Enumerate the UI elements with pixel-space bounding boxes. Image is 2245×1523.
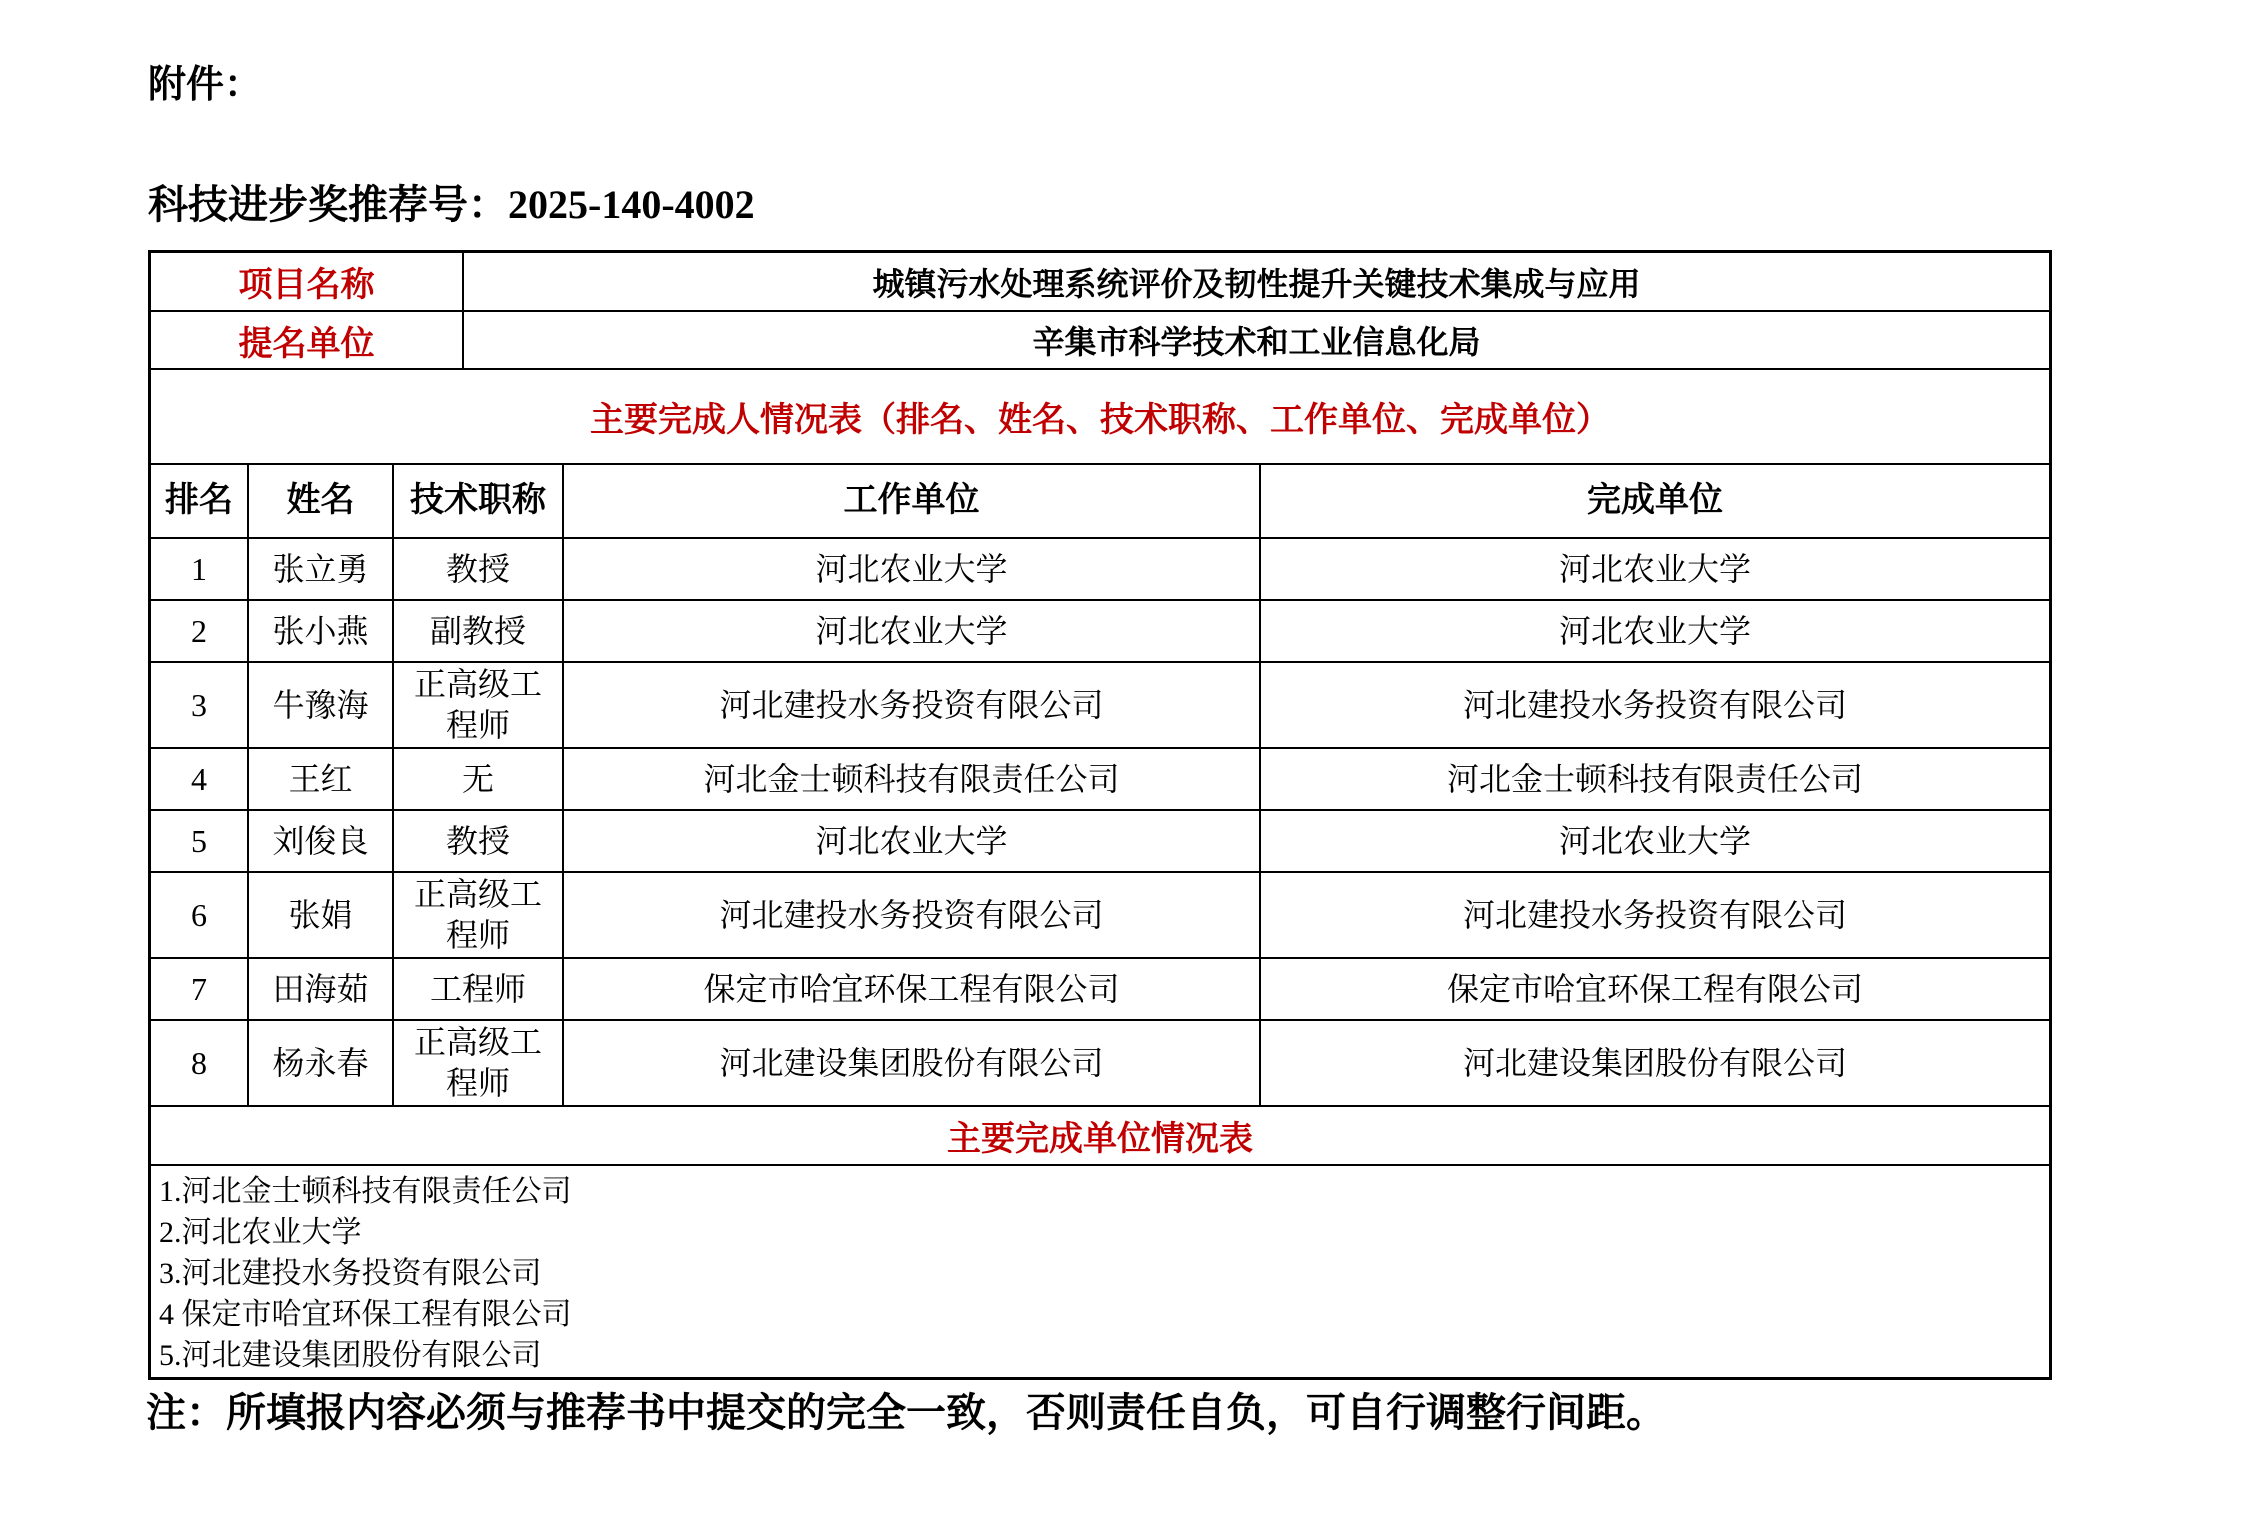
cell-rank: 3 (151, 663, 249, 747)
cell-rank: 4 (151, 749, 249, 809)
cell-work-unit: 河北农业大学 (564, 601, 1261, 661)
cell-work-unit: 河北建设集团股份有限公司 (564, 1021, 1261, 1105)
cell-rank: 7 (151, 959, 249, 1019)
table-row (151, 959, 2049, 1021)
cell-name: 张立勇 (249, 539, 394, 599)
cell-rank: 2 (151, 601, 249, 661)
table-row (151, 601, 2049, 663)
cell-name: 王红 (249, 749, 394, 809)
cell-name: 牛豫海 (249, 663, 394, 747)
recommendation-line (148, 182, 755, 228)
cell-title: 副教授 (394, 601, 564, 661)
table-row (151, 749, 2049, 811)
cell-title: 正高级工程师 (394, 1021, 564, 1105)
header-title: 技术职称 (394, 465, 564, 537)
cell-name: 刘俊良 (249, 811, 394, 871)
header-completion-unit: 完成单位 (1587, 482, 1723, 520)
cell-work-unit: 河北农业大学 (564, 811, 1261, 871)
project-name-value: 城镇污水处理系统评价及韧性提升关键技术集成与应用 (872, 265, 1641, 302)
cell-name: 田海茹 (249, 959, 394, 1019)
units-list (151, 1166, 2049, 1377)
recommendation-label: 科技进步奖推荐号： (148, 182, 508, 227)
cell-completion-unit: 河北建投水务投资有限公司 (1462, 896, 1847, 933)
cell-completion-unit: 河北农业大学 (1558, 612, 1751, 649)
cell-title: 教授 (394, 811, 564, 871)
nominator-label: 提名单位 (151, 312, 464, 368)
attachment-label: 附件： (148, 64, 263, 106)
header-work-unit: 工作单位 (564, 465, 1261, 537)
cell-completion-unit: 河北农业大学 (1558, 550, 1751, 587)
cell-work-unit: 河北金士顿科技有限责任公司 (564, 749, 1261, 809)
cell-name: 杨永春 (249, 1021, 394, 1105)
unit-item: 3.河北建投水务投资有限公司 (159, 1257, 542, 1290)
cell-completion-unit: 河北农业大学 (1558, 822, 1751, 859)
cell-work-unit: 河北农业大学 (564, 539, 1261, 599)
award-form-table (148, 250, 2052, 1380)
unit-item: 4 保定市哈宜环保工程有限公司 (159, 1298, 572, 1331)
completers-header-row (151, 465, 2049, 539)
header-rank: 排名 (151, 465, 249, 537)
nominator-row (151, 312, 2049, 370)
cell-completion-unit: 保定市哈宜环保工程有限公司 (1446, 970, 1863, 1007)
cell-completion-unit: 河北金士顿科技有限责任公司 (1446, 760, 1863, 797)
cell-name: 张娟 (249, 873, 394, 957)
header-name: 姓名 (249, 465, 394, 537)
cell-title: 无 (394, 749, 564, 809)
table-row (151, 1021, 2049, 1107)
nominator-value: 辛集市科学技术和工业信息化局 (1032, 324, 1481, 360)
table-row (151, 811, 2049, 873)
project-name-label: 项目名称 (151, 253, 464, 310)
cell-rank: 1 (151, 539, 249, 599)
cell-rank: 8 (151, 1021, 249, 1105)
project-name-row (151, 253, 2049, 312)
cell-work-unit: 河北建投水务投资有限公司 (564, 663, 1261, 747)
unit-item: 5.河北建设集团股份有限公司 (159, 1339, 542, 1372)
table-row (151, 873, 2049, 959)
cell-title: 教授 (394, 539, 564, 599)
cell-name: 张小燕 (249, 601, 394, 661)
cell-work-unit: 保定市哈宜环保工程有限公司 (564, 959, 1261, 1019)
cell-work-unit: 河北建投水务投资有限公司 (564, 873, 1261, 957)
cell-title: 正高级工程师 (394, 663, 564, 747)
table-row (151, 663, 2049, 749)
cell-completion-unit: 河北建设集团股份有限公司 (1462, 1044, 1847, 1081)
note-text: 注：所填报内容必须与推荐书中提交的完全一致，否则责任自负，可自行调整行间距。 (146, 1390, 1666, 1435)
completers-table-caption: 主要完成人情况表（排名、姓名、技术职称、工作单位、完成单位） (151, 370, 2049, 465)
cell-rank: 5 (151, 811, 249, 871)
table-row (151, 539, 2049, 601)
cell-title: 正高级工程师 (394, 873, 564, 957)
cell-title: 工程师 (394, 959, 564, 1019)
cell-completion-unit: 河北建投水务投资有限公司 (1462, 686, 1847, 723)
units-table-caption: 主要完成单位情况表 (151, 1107, 2049, 1166)
unit-item: 2.河北农业大学 (159, 1216, 362, 1249)
recommendation-number: 2025-140-4002 (508, 182, 755, 227)
cell-rank: 6 (151, 873, 249, 957)
unit-item: 1.河北金士顿科技有限责任公司 (159, 1175, 572, 1208)
